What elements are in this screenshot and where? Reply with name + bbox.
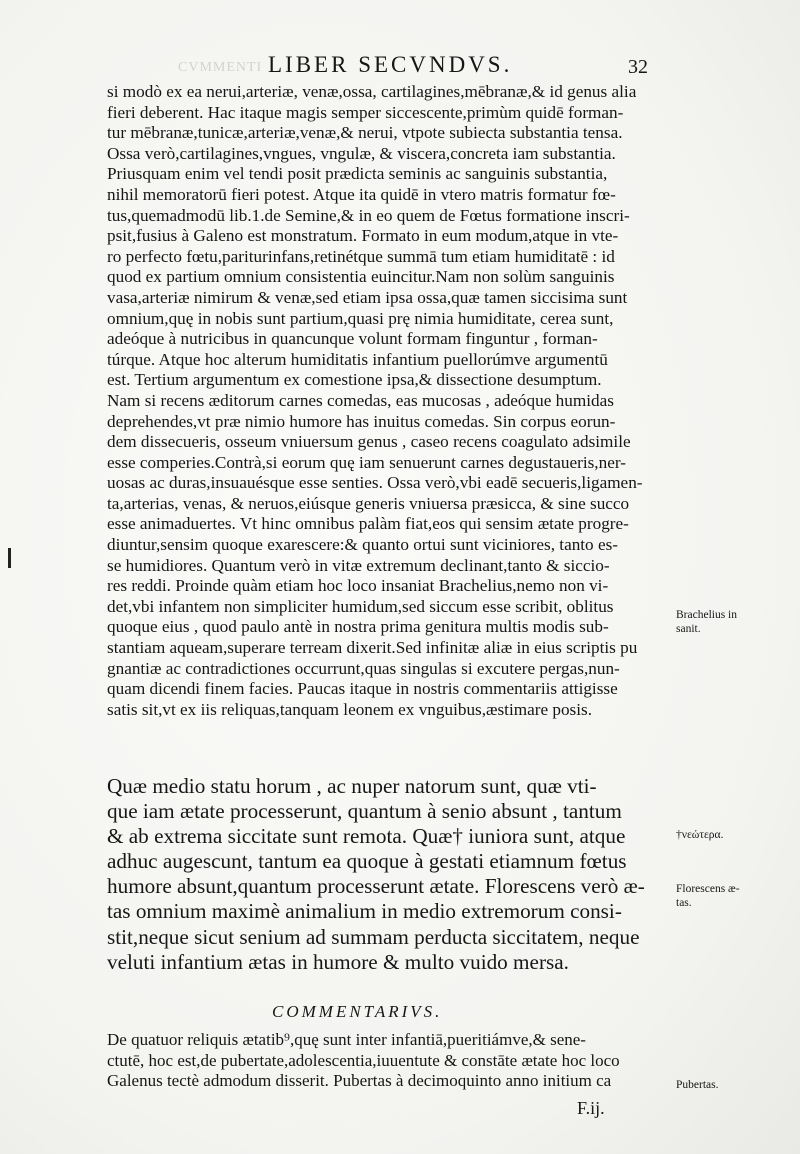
main-text-line: esse comperies.Contrà,si eorum quę iam senuerunt carnes degustaueris,ner-	[107, 452, 626, 472]
main-text-line: omnium,quę in nobis sunt partium,quasi prę nimia humiditate, cerea sunt,	[107, 308, 614, 328]
commentary-text-line: De quatuor reliquis ætatib⁹,quę sunt inter infantiā,pueritiámve,& senе-	[107, 1030, 586, 1049]
running-head: LIBER SECVNDVS.	[268, 52, 513, 77]
galen-text-line: veluti infantium ætas in humore & multo vuido mersa.	[107, 949, 569, 974]
marginal-note-line: sanit.	[676, 623, 701, 635]
main-text-line: nihil memoratorū fieri potest. Atque ita quidē in vtero matris formatur fœ-	[107, 184, 616, 204]
main-text-line: Priusquam enim vel tendi posit prædicta seminis ac sanguinis substantia,	[107, 164, 608, 184]
main-text-line: dem dissecueris, osseum vniuersum genus , caseo recens coagulato adsimile	[107, 432, 631, 452]
marginal-note-line: Florescens æ-	[676, 883, 740, 895]
main-text-line: esse animaduertes. Vt hinc omnibus palàm fiat,eos qui sensim ætate progre-	[107, 514, 629, 534]
commentary-text-line: Galenus tectè admodum disserit. Pubertas à decimoquinto anno initium ca	[107, 1071, 612, 1090]
main-text-line: Ossa verò,cartilagines,vngues, vngulæ, & viscera,concreta iam substantia.	[107, 143, 616, 163]
galen-text-line: Quæ medio statu horum , ac nuper natorum sunt, quæ vti-	[107, 774, 597, 798]
main-text-line: ro perfecto fœtu,pariturinfans,retinétque summā tum etiam humiditatē : id	[107, 246, 615, 266]
main-text-line: quod ex partium omnium consistentia euincitur.Nam non solùm sanguinis	[107, 267, 615, 287]
main-text-line: satis sit,vt ex iis reliquas,tanquam leonem ex vnguibus,æstimare posis.	[107, 699, 593, 719]
commentary-heading: COMMENTARIVS.	[272, 1002, 443, 1021]
commentary-text-line: ctutē, hoc est,de pubertate,adolescentia,iuuentute & constāte ætate hoc loco	[107, 1050, 620, 1070]
main-text-line: uosas ac duras,insuauésque esse senties. Ossa verò,vbi eadē secueris,ligamen-	[107, 473, 643, 493]
catchword: F.ij.	[577, 1098, 605, 1118]
marginal-note-pubertas: Pubertas.	[676, 1079, 719, 1091]
marginal-note-brachelius	[676, 608, 737, 636]
main-text-line: adeóque à nutricibus in quancunque volunt formam finguntur , forman-	[107, 329, 598, 349]
folio-number: 32	[628, 56, 648, 78]
main-text-line: se humidiores. Quantum verò in vitæ extremum declinant,tanto & siccio-	[107, 555, 610, 575]
galen-text-line: adhuc augescunt, tantum ea quoque à gestati etiamnum fœtus	[107, 849, 627, 874]
main-text-line: fieri deberent. Hac itaque magis semper siccescente,primùm quidē forman-	[107, 102, 624, 122]
galen-text-line: humore absunt,quantum processerunt ætate. Florescens verò æ-	[107, 874, 645, 899]
marginal-note-line: tas.	[676, 897, 692, 909]
main-text-line: tus,quemadmodū lib.1.de Semine,& in eo quem de Fœtus formatione inscri-	[107, 205, 630, 225]
main-text-line: deprehendes,vt præ nimio humore has inuitus comedas. Sin corpus eorun-	[107, 411, 616, 431]
main-text-line: est. Tertium argumentum ex comestione ipsa,& dissectione desumptum.	[107, 370, 602, 390]
galen-text-line: tas omnium maximè animalium in medio extremorum consi-	[107, 899, 622, 924]
galen-text-block	[107, 774, 667, 975]
main-text-line: psit,fusius à Galeno est monstratum. Formato in eum modum,atque in vte-	[107, 226, 619, 246]
galen-text-line: que iam ætate processerunt, quantum à senio absunt , tantum	[107, 799, 622, 824]
main-text-line: gnantiæ ac contradictiones occurrunt,quas singulas si excutere pergas,nun-	[107, 658, 620, 678]
main-text-line: res reddi. Proinde quàm etiam hoc loco insaniat Brachelius,nemo non vi-	[107, 576, 609, 596]
bleed-through-text: CVMMENTI	[178, 60, 263, 75]
main-text-line: quam dicendi finem facies. Paucas itaque in nostris commentariis attigisse	[107, 679, 618, 699]
galen-text-line: & ab extrema siccitate sunt remota. Quæ† iuniora sunt, atque	[107, 824, 626, 849]
main-text-line: diuntur,sensim quoque exarescere:& quanto ortui sunt viciniores, tanto es-	[107, 535, 618, 555]
galen-text-line: stit,neque sicut senium ad summam perducta siccitatem, neque	[107, 924, 640, 949]
main-text-line: stantiam aqueam,superare terream dixerit.Sed infinitæ aliæ in eius scriptis pu	[107, 638, 638, 658]
main-text-line: vasa,arteriæ nimirum & venæ,sed etiam ipsa ossa,quæ tamen siccisima sunt	[107, 287, 628, 307]
main-text-line: si modò ex ea nerui,arteriæ, venæ,ossa, cartilagines,mēbranæ,& id genus alia	[107, 82, 637, 101]
edge-mark	[8, 548, 11, 568]
main-text-block	[107, 82, 667, 720]
marginal-note-greek: †νεώτερα.	[676, 829, 724, 841]
main-text-line: Nam si recens æditorum carnes comedas, eas mucosas , adeóque humidas	[107, 390, 614, 410]
marginal-note-line: Brachelius in	[676, 609, 737, 621]
main-text-line: quoque eius , quod paulo antè in nostra prima genitura multis modis sub-	[107, 617, 609, 637]
main-text-line: túrque. Atque hoc alterum humiditatis infantium puellorúmve argumentū	[107, 349, 608, 369]
main-text-line: det,vbi infantem non simpliciter humidum,sed siccum esse scribit, oblitus	[107, 596, 614, 616]
main-text-line: ta,arterias, venas, & neruos,eiúsque generis vniuersa præsicca, & sine succo	[107, 493, 630, 513]
commentary-text-block	[107, 1030, 667, 1092]
marginal-note-florescens	[676, 882, 740, 910]
main-text-line: tur mēbranæ,tunicæ,arteriæ,venæ,& nerui, vtpote subiecta substantia tensa.	[107, 123, 623, 143]
